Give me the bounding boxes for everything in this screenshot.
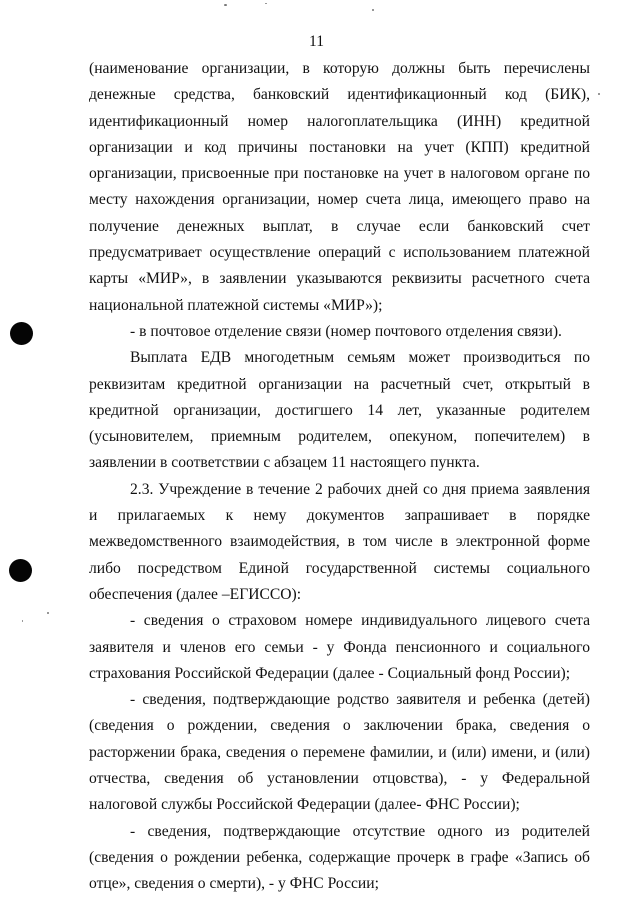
- paragraph-parent-absence-info: - сведения, подтверждающие отсутствие одного из родителей (сведения о рождении ребенка, содержащие прочерк в графе «Запись об отце», сведения о смерти), - у ФНС России;: [89, 822, 590, 893]
- paragraph-section-2-3: 2.3. Учреждение в течение 2 рабочих дней со дня приема заявления и прилагаемых к нему документов запрашивает в порядке межведомственного взаимодействия, в том числе в электронной форме либо посредством Единой государственной системы социального обеспечения (далее –ЕГИССО):: [89, 480, 590, 603]
- scan-speck: [47, 612, 49, 614]
- scan-speck: [372, 9, 374, 11]
- document-body: [89, 56, 590, 898]
- paragraph-edv-payment: Выплата ЕДВ многодетным семьям может производиться по реквизитам кредитной организации на расчетный счет, открытый в кредитной организации, достигшего 14 лет, указанные родителем (усыновителем, приемным родителем, опекуном, попечителем) в заявлении в соответствии с абзацем 11 настоящего пункта.: [89, 349, 590, 472]
- page-number: 11: [308, 33, 324, 50]
- punch-hole: [10, 322, 33, 345]
- scan-speck: [598, 93, 600, 95]
- paragraph-kinship-info: - сведения, подтверждающие родство заявителя и ребенка (детей) (сведения о рождении, сведения о заключении брака, сведения о расторжении брака, сведения о перемене фамилии, и (или) имени, и (или) отчества, сведения об установлении отцовства), - у Федеральной налоговой службы Российской Федерации (далее- ФНС России);: [89, 691, 590, 814]
- paragraph-snils-info: - сведения о страховом номере индивидуального лицевого счета заявителя и членов его семьи - у Фонда пенсионного и социального страхования Российской Федерации (далее - Социальный фонд России);: [89, 612, 590, 682]
- scan-speck: [22, 620, 23, 622]
- scan-speck: [265, 3, 267, 4]
- punch-hole: [9, 559, 32, 582]
- paragraph-bank-details: (наименование организации, в которую должны быть перечислены денежные средства, банковский идентификационный код (БИК), идентификационный номер налогоплательщика (ИНН) кредитной организации и код причины постановки на учет (КПП) кредитной организации, присвоенные при постановке на учет в налоговом органе по месту нахождения организации, номер счета лица, имеющего право на получение денежных выплат, в случае если банковский счет предусматривает осуществление операций с использованием платежной карты «МИР», в заявлении указываются реквизиты расчетного счета национальной платежной системы «МИР»);: [89, 60, 590, 314]
- scan-speck: [224, 4, 227, 6]
- paragraph-post-office: - в почтовое отделение связи (номер почтового отделения связи).: [130, 322, 562, 340]
